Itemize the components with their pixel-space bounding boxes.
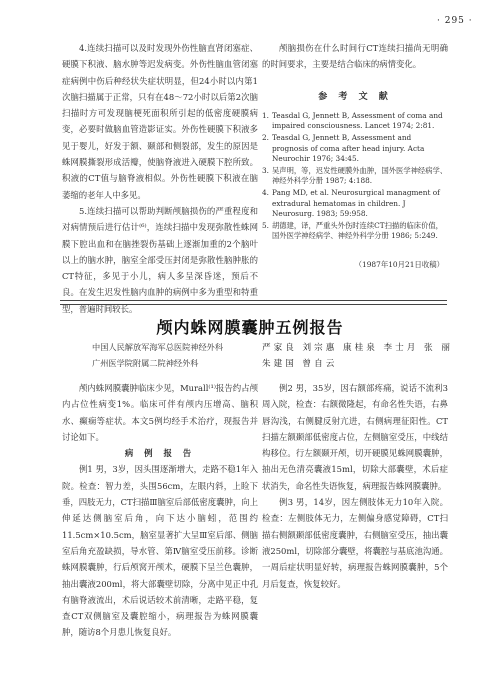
divider	[60, 300, 447, 301]
page-number: · 295 ·	[437, 16, 473, 26]
reference-item	[262, 133, 448, 164]
case-report: 例3 男，14岁，因左侧肢体无力10年入院。检查：左侧肢体无力，左侧偏身感觉障碍，CT扫描右侧额颞部低密度囊肿，右侧脑室受压，抽出囊液250ml，切除部分囊壁，将囊腔与基底池沟通。一周后症状明显好转，病理报告蛛网膜囊肿，5个月后复查，恢复较好。	[262, 497, 448, 589]
reference-text: 吴声明，等，迟发性硬膜外血肿，国外医学神经病学、神经外科学分册 1987; 4:188.	[272, 165, 448, 186]
authors: 严家良 刘宗惠 康桂泉 李士月 张 丽	[262, 343, 453, 353]
paragraph: 颅脑损伤在什么时间行CT连续扫描尚无明确的时间要求，主要是结合临床的病情变化。	[262, 43, 448, 70]
reference-text: Teasdal G, Jennett B, Assessment and prognosis of coma after head injury. Acta Neurochir 1976; 34:45.	[272, 133, 425, 163]
paragraph: 4.连续扫描可以及时发现外伤性脑直肾闭塞症、硬膜下积液、脑水肿等迟发病变。外伤性脑血管闭塞症病例中伤后种经状失症状明显，但24小时以内第1次脑扫描属于正常，只有在48～72小时以后第2次脑扫描时方可发现脑梗死面积所引起的低密度硬膜病变，必要时做脑血管造影证实。外伤性硬膜下积液多见于婴儿，好发于额、颞部和侧裂部，发生的原因是蛛网膜撕裂形成活瓣，使脑脊液进入硬膜下腔所致。积液的CT值与脑脊液相似。外伤性硬膜下积液在脑萎缩的老年人中多见。	[62, 43, 258, 200]
bottom-left-column	[62, 380, 258, 641]
top-left-column	[62, 40, 258, 317]
reference-number: 4.	[262, 188, 269, 198]
reference-item	[262, 111, 448, 131]
bottom-right-column	[262, 380, 448, 592]
top-right-column	[262, 40, 448, 274]
reference-item	[262, 166, 448, 186]
references-heading: 参 考 文 献	[318, 91, 392, 102]
reference-text: 胡德建，译，严重头外伤时连续CT扫描的临床价值，国外医学神经病学、神经外科学分册 1986; 5:249.	[272, 220, 443, 241]
affiliation: 广州医学院附属二院神经外科	[92, 358, 199, 368]
case-report: 例1 男，3岁，因头围逐渐增大，走路不稳1年入院。检查：智力差，头围56cm，左眼内斜，上睑下垂，四肢无力，CT扫描Ⅲ脑室后部低密度囊肿，向上伸延达侧脑室后角，向下达小脑蚓，范围约11.5cm×10.5cm，脑室显著扩大呈Ⅲ室后部、侧脑室后角充盈缺损，导水管、第Ⅳ脑室受压前移。诊断蛛网膜囊肿，行后颅窝开颅术，硬膜下呈兰色囊肿，抽出囊液200ml，将大部囊壁切除，分离中见正中孔有脑脊液流出，术后说话较术前清晰，走路平稳，复查CT双侧脑室及囊腔缩小，病理报告为蛛网膜囊肿，随访8个月患儿恢复良好。	[62, 464, 258, 638]
paragraph: 5.连续扫描可以帮助判断颅脑损伤的严重程度和对病情预后进行估计⁽⁶⁾，连续扫描中发现弥散性蛛网膜下腔出血和在脑挫裂伤基础上逐渐加重的2个脑叶以上的脑水肿，脑室全部受压封闭是弥散性脑肿胀的CT特征，多见于小儿，病人多呈深昏迷，预后不良。在发生迟发性脑内血肿的病例中多为重型和特重型，普遍时间较长。	[62, 205, 258, 314]
section-heading: 病 例 报 告	[124, 448, 196, 459]
reference-number: 1.	[262, 110, 269, 120]
article-title: 颅内蛛网膜囊肿五例报告	[156, 318, 344, 337]
paragraph: 颅内蛛网膜囊肿临床少见，Murall⁽¹⁾报告约占颅内占位性病变1%。临床可伴有颅内压增高、脑积水、癫痫等症状。本文5例均经手术治疗，现报告并讨论如下。	[62, 383, 258, 442]
reference-number: 2.	[262, 133, 269, 143]
divider	[60, 304, 447, 305]
reference-list	[262, 111, 448, 241]
affiliation: 中国人民解放军海军总医院神经外科	[92, 342, 224, 352]
reference-text: Teasdal G, Jennett B, Assessment of coma and impaired consciousness. Lancet 1974; 2:81.	[272, 110, 443, 131]
reference-item	[262, 221, 448, 241]
reference-item	[262, 188, 448, 219]
reference-text: Pang MD, et al. Neurosurgical managment of extradural hematomas in children. J Neurosurg. 1983; 59:958.	[272, 188, 440, 218]
reference-number: 3.	[262, 165, 269, 175]
reference-number: 5.	[262, 220, 269, 230]
authors: 朱建国 曾自云	[262, 359, 338, 369]
received-date: （1987年10月21日收稿）	[354, 260, 444, 270]
case-report: 例2 男，35岁，因右额部疼痛，说话不流利3周入院，检查：右额微隆起，有命名性失语，右鼻唇沟浅，右侧腱反射亢进，右侧病理征阳性。CT扫描左额颞部低密度占位，左侧脑室受压，中线结构移位。行左额颞开颅，切开硬膜见蛛网膜囊肿，抽出无色清亮囊液15ml，切除大部囊壁，术后症状消失，命名性失语恢复，病理报告蛛网膜囊肿。	[262, 383, 448, 491]
